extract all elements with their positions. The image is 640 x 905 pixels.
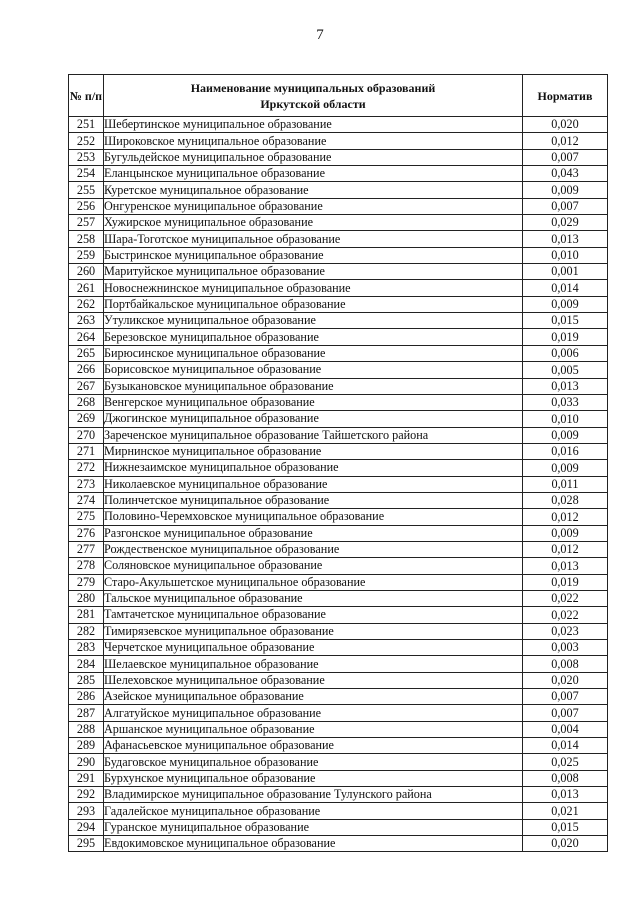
row-number: 289 xyxy=(69,738,104,754)
row-name: Шара-Тоготское муниципальное образование xyxy=(104,231,523,247)
row-name: Шелеховское муниципальное образование xyxy=(104,672,523,688)
row-normative: 0,009 xyxy=(523,460,608,476)
table-row xyxy=(69,117,608,133)
table-body xyxy=(69,117,608,852)
header-norm: Норматив xyxy=(523,75,608,117)
row-name: Аршанское муниципальное образование xyxy=(104,721,523,737)
row-number: 268 xyxy=(69,394,104,410)
row-number: 288 xyxy=(69,721,104,737)
row-normative: 0,012 xyxy=(523,133,608,149)
row-name: Венгерское муниципальное образование xyxy=(104,394,523,410)
row-normative: 0,008 xyxy=(523,656,608,672)
row-normative: 0,015 xyxy=(523,313,608,329)
table-row xyxy=(69,149,608,165)
row-name: Маритуйское муниципальное образование xyxy=(104,264,523,280)
table-row xyxy=(69,721,608,737)
row-normative: 0,021 xyxy=(523,803,608,819)
row-normative: 0,007 xyxy=(523,689,608,705)
table-row xyxy=(69,443,608,459)
table-row xyxy=(69,280,608,296)
row-number: 262 xyxy=(69,296,104,312)
row-number: 257 xyxy=(69,215,104,231)
row-number: 265 xyxy=(69,345,104,361)
row-number: 251 xyxy=(69,117,104,133)
header-num: № п/п xyxy=(69,75,104,117)
row-normative: 0,012 xyxy=(523,509,608,525)
row-number: 292 xyxy=(69,787,104,803)
row-name: Афанасьевское муниципальное образование xyxy=(104,738,523,754)
row-normative: 0,007 xyxy=(523,705,608,721)
row-number: 282 xyxy=(69,623,104,639)
table-row xyxy=(69,590,608,606)
row-number: 269 xyxy=(69,411,104,427)
row-name: Бузыкановское муниципальное образование xyxy=(104,378,523,394)
normatives-table xyxy=(68,74,608,852)
row-number: 279 xyxy=(69,574,104,590)
row-normative: 0,022 xyxy=(523,607,608,623)
table-row xyxy=(69,656,608,672)
row-name: Хужирское муниципальное образование xyxy=(104,215,523,231)
row-name: Будаговское муниципальное образование xyxy=(104,754,523,770)
row-number: 260 xyxy=(69,264,104,280)
table-row xyxy=(69,313,608,329)
table-row xyxy=(69,623,608,639)
row-name: Широковское муниципальное образование xyxy=(104,133,523,149)
table-row xyxy=(69,672,608,688)
row-number: 255 xyxy=(69,182,104,198)
row-number: 286 xyxy=(69,689,104,705)
table-row xyxy=(69,411,608,427)
row-normative: 0,043 xyxy=(523,166,608,182)
row-name: Куретское муниципальное образование xyxy=(104,182,523,198)
row-normative: 0,029 xyxy=(523,215,608,231)
row-name: Шебертинское муниципальное образование xyxy=(104,117,523,133)
row-number: 283 xyxy=(69,640,104,656)
row-normative: 0,013 xyxy=(523,787,608,803)
row-normative: 0,025 xyxy=(523,754,608,770)
row-name: Половино-Черемховское муниципальное образование xyxy=(104,509,523,525)
table-row xyxy=(69,754,608,770)
row-normative: 0,019 xyxy=(523,329,608,345)
row-number: 290 xyxy=(69,754,104,770)
row-name: Утуликское муниципальное образование xyxy=(104,313,523,329)
table-row xyxy=(69,378,608,394)
row-number: 293 xyxy=(69,803,104,819)
row-normative: 0,020 xyxy=(523,117,608,133)
row-number: 259 xyxy=(69,247,104,263)
table-row xyxy=(69,836,608,852)
row-name: Евдокимовское муниципальное образование xyxy=(104,836,523,852)
row-normative: 0,013 xyxy=(523,231,608,247)
row-number: 270 xyxy=(69,427,104,443)
table-row xyxy=(69,525,608,541)
row-number: 274 xyxy=(69,492,104,508)
row-number: 256 xyxy=(69,198,104,214)
row-normative: 0,003 xyxy=(523,640,608,656)
table-row xyxy=(69,492,608,508)
table-row xyxy=(69,198,608,214)
row-name: Старо-Акульшетское муниципальное образование xyxy=(104,574,523,590)
row-name: Гуранское муниципальное образование xyxy=(104,819,523,835)
row-normative: 0,009 xyxy=(523,182,608,198)
row-normative: 0,010 xyxy=(523,247,608,263)
row-name: Соляновское муниципальное образование xyxy=(104,558,523,574)
row-name: Борисовское муниципальное образование xyxy=(104,362,523,378)
row-normative: 0,008 xyxy=(523,770,608,786)
table-row xyxy=(69,787,608,803)
table-row xyxy=(69,133,608,149)
row-normative: 0,022 xyxy=(523,590,608,606)
row-number: 284 xyxy=(69,656,104,672)
table-row xyxy=(69,819,608,835)
row-number: 278 xyxy=(69,558,104,574)
row-normative: 0,009 xyxy=(523,427,608,443)
table-row xyxy=(69,345,608,361)
row-name: Черчетское муниципальное образование xyxy=(104,640,523,656)
row-number: 294 xyxy=(69,819,104,835)
row-number: 273 xyxy=(69,476,104,492)
row-number: 264 xyxy=(69,329,104,345)
row-name: Березовское муниципальное образование xyxy=(104,329,523,345)
table-row xyxy=(69,541,608,557)
table-row xyxy=(69,247,608,263)
row-name: Шелаевское муниципальное образование xyxy=(104,656,523,672)
row-name: Алгатуйское муниципальное образование xyxy=(104,705,523,721)
row-normative: 0,009 xyxy=(523,296,608,312)
row-number: 276 xyxy=(69,525,104,541)
row-number: 258 xyxy=(69,231,104,247)
table-row xyxy=(69,558,608,574)
row-name: Тамтачетское муниципальное образование xyxy=(104,607,523,623)
row-normative: 0,013 xyxy=(523,558,608,574)
row-normative: 0,033 xyxy=(523,394,608,410)
table-row xyxy=(69,329,608,345)
row-number: 287 xyxy=(69,705,104,721)
table-row xyxy=(69,574,608,590)
table-row xyxy=(69,607,608,623)
table-row xyxy=(69,215,608,231)
row-number: 271 xyxy=(69,443,104,459)
table-row xyxy=(69,803,608,819)
table-row xyxy=(69,705,608,721)
row-name: Быстринское муниципальное образование xyxy=(104,247,523,263)
table-row xyxy=(69,394,608,410)
row-name: Мирнинское муниципальное образование xyxy=(104,443,523,459)
row-name: Джогинское муниципальное образование xyxy=(104,411,523,427)
row-normative: 0,001 xyxy=(523,264,608,280)
row-number: 252 xyxy=(69,133,104,149)
header-name xyxy=(104,75,523,117)
row-normative: 0,020 xyxy=(523,836,608,852)
row-normative: 0,007 xyxy=(523,198,608,214)
row-normative: 0,014 xyxy=(523,280,608,296)
table-row xyxy=(69,770,608,786)
table-row xyxy=(69,738,608,754)
row-name: Владимирское муниципальное образование Тулунского района xyxy=(104,787,523,803)
row-number: 263 xyxy=(69,313,104,329)
row-normative: 0,020 xyxy=(523,672,608,688)
table-row xyxy=(69,689,608,705)
row-name: Новоснежнинское муниципальное образование xyxy=(104,280,523,296)
row-normative: 0,010 xyxy=(523,411,608,427)
row-number: 272 xyxy=(69,460,104,476)
row-name: Нижнезаимское муниципальное образование xyxy=(104,460,523,476)
row-name: Онгуренское муниципальное образование xyxy=(104,198,523,214)
row-normative: 0,005 xyxy=(523,362,608,378)
row-name: Зареченское муниципальное образование Тайшетского района xyxy=(104,427,523,443)
row-normative: 0,019 xyxy=(523,574,608,590)
row-name: Рождественское муниципальное образование xyxy=(104,541,523,557)
row-name: Бурхунское муниципальное образование xyxy=(104,770,523,786)
row-number: 291 xyxy=(69,770,104,786)
row-number: 267 xyxy=(69,378,104,394)
row-normative: 0,007 xyxy=(523,149,608,165)
table-row xyxy=(69,182,608,198)
row-name: Азейское муниципальное образование xyxy=(104,689,523,705)
table-row xyxy=(69,509,608,525)
row-name: Еланцынское муниципальное образование xyxy=(104,166,523,182)
table-row xyxy=(69,296,608,312)
row-normative: 0,028 xyxy=(523,492,608,508)
row-name: Бугульдейское муниципальное образование xyxy=(104,149,523,165)
table-row xyxy=(69,460,608,476)
header-name-line2: Иркутской области xyxy=(260,96,366,111)
row-normative: 0,013 xyxy=(523,378,608,394)
row-normative: 0,011 xyxy=(523,476,608,492)
row-normative: 0,004 xyxy=(523,721,608,737)
row-number: 295 xyxy=(69,836,104,852)
row-name: Николаевское муниципальное образование xyxy=(104,476,523,492)
row-name: Тальское муниципальное образование xyxy=(104,590,523,606)
row-name: Разгонское муниципальное образование xyxy=(104,525,523,541)
row-name: Гадалейское муниципальное образование xyxy=(104,803,523,819)
row-normative: 0,012 xyxy=(523,541,608,557)
table-row xyxy=(69,640,608,656)
row-normative: 0,006 xyxy=(523,345,608,361)
table-row xyxy=(69,427,608,443)
table-row xyxy=(69,231,608,247)
row-normative: 0,015 xyxy=(523,819,608,835)
row-number: 254 xyxy=(69,166,104,182)
table-header-row xyxy=(69,75,608,117)
row-number: 261 xyxy=(69,280,104,296)
row-normative: 0,009 xyxy=(523,525,608,541)
row-normative: 0,014 xyxy=(523,738,608,754)
row-number: 266 xyxy=(69,362,104,378)
row-name: Тимирязевское муниципальное образование xyxy=(104,623,523,639)
table-row xyxy=(69,264,608,280)
table-row xyxy=(69,166,608,182)
row-number: 277 xyxy=(69,541,104,557)
row-number: 285 xyxy=(69,672,104,688)
row-name: Бирюсинское муниципальное образование xyxy=(104,345,523,361)
row-number: 253 xyxy=(69,149,104,165)
table-row xyxy=(69,362,608,378)
row-name: Портбайкальское муниципальное образование xyxy=(104,296,523,312)
row-number: 280 xyxy=(69,590,104,606)
row-normative: 0,023 xyxy=(523,623,608,639)
row-normative: 0,016 xyxy=(523,443,608,459)
table-row xyxy=(69,476,608,492)
page-number: 7 xyxy=(316,27,324,43)
row-number: 281 xyxy=(69,607,104,623)
row-name: Полинчетское муниципальное образование xyxy=(104,492,523,508)
row-number: 275 xyxy=(69,509,104,525)
header-name-line1: Наименование муниципальных образований xyxy=(190,80,436,95)
